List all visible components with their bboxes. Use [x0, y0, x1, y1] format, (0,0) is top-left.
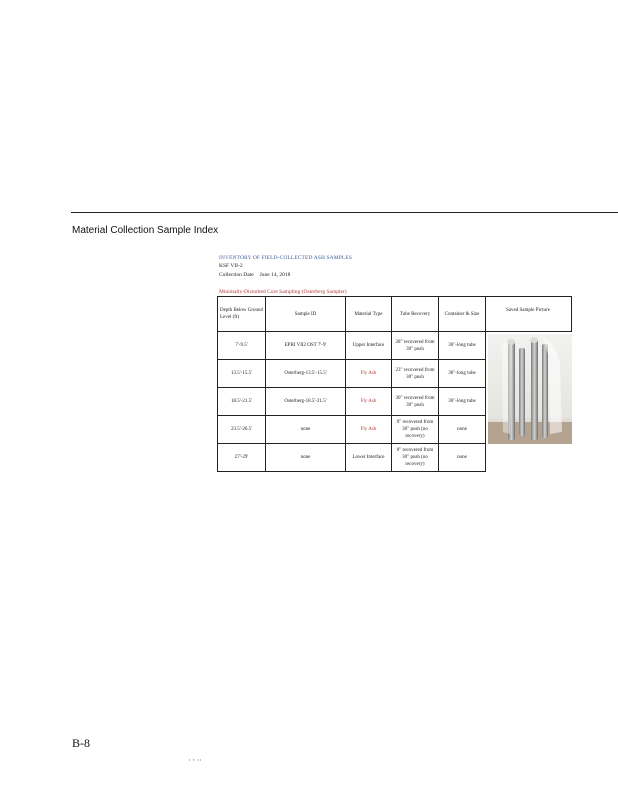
sample-index-table — [217, 296, 486, 472]
inventory-title: INVENTORY OF FIELD-COLLECTED ASH SAMPLES — [219, 255, 352, 261]
header-tube-recovery: Tube Recovery — [392, 297, 439, 332]
cell-recovery: 30" recovered from 30" push — [392, 388, 439, 416]
page-number: B-8 — [72, 736, 90, 750]
cell-depth: 27'-29' — [218, 444, 266, 472]
footer-mark: ɪ ▪ ɪɪ — [189, 757, 202, 762]
cell-material: Fly Ash — [346, 388, 392, 416]
header-depth: Depth Below Ground Level (ft) — [218, 297, 266, 332]
section-title: Material Collection Sample Index — [72, 225, 219, 236]
cell-recovery: 28" recovered from 30" push — [392, 332, 439, 360]
cell-material: Upper Interface — [346, 332, 392, 360]
cell-container: none — [439, 416, 486, 444]
picture-header: Saved Sample Picture — [485, 296, 572, 332]
cell-recovery: 0" recovered from 30" push (no recovery) — [392, 416, 439, 444]
cell-recovery: 23" recovered from 30" push — [392, 360, 439, 388]
header-container-size: Container & Size — [439, 297, 486, 332]
site-label: KSF VII-2 — [219, 263, 243, 269]
table-row — [218, 332, 486, 360]
table-header-row — [218, 297, 486, 332]
cell-container: 36"-long tube — [439, 332, 486, 360]
cell-sample-id: Osterberg-18.5'-21.5' — [266, 388, 346, 416]
cell-sample-id: Osterberg-13.5'-15.5' — [266, 360, 346, 388]
collection-date-value: June 14, 2018 — [259, 272, 291, 278]
cell-material: Lower Interface — [346, 444, 392, 472]
cell-material: Fly Ash — [346, 360, 392, 388]
table-row — [218, 416, 486, 444]
cell-sample-id: none — [266, 444, 346, 472]
cell-depth: 7'-9.5' — [218, 332, 266, 360]
cell-material: Fly Ash — [346, 416, 392, 444]
collection-date — [219, 272, 296, 278]
header-sample-id: Sample ID — [266, 297, 346, 332]
cell-sample-id: EPRI VII2 OST 7'-9' — [266, 332, 346, 360]
sampling-heading: Minimally-Disturbed Core Sampling (Osterberg Sampler) — [219, 289, 347, 295]
cell-container: 36"-long tube — [439, 360, 486, 388]
table-row — [218, 360, 486, 388]
cell-container: 36"-long tube — [439, 388, 486, 416]
cell-depth: 18.5'-21.5' — [218, 388, 266, 416]
header-rule — [71, 212, 618, 213]
cell-container: none — [439, 444, 486, 472]
cell-sample-id: none — [266, 416, 346, 444]
cell-depth: 13.5'-15.5' — [218, 360, 266, 388]
header-material-type: Material Type — [346, 297, 392, 332]
cell-depth: 23.5'-26.5' — [218, 416, 266, 444]
sample-tubes-photo — [488, 334, 572, 444]
cell-recovery: 0" recovered from 30" push (no recovery) — [392, 444, 439, 472]
table-row — [218, 388, 486, 416]
table-row — [218, 444, 486, 472]
collection-date-label: Collection Date — [219, 272, 254, 278]
